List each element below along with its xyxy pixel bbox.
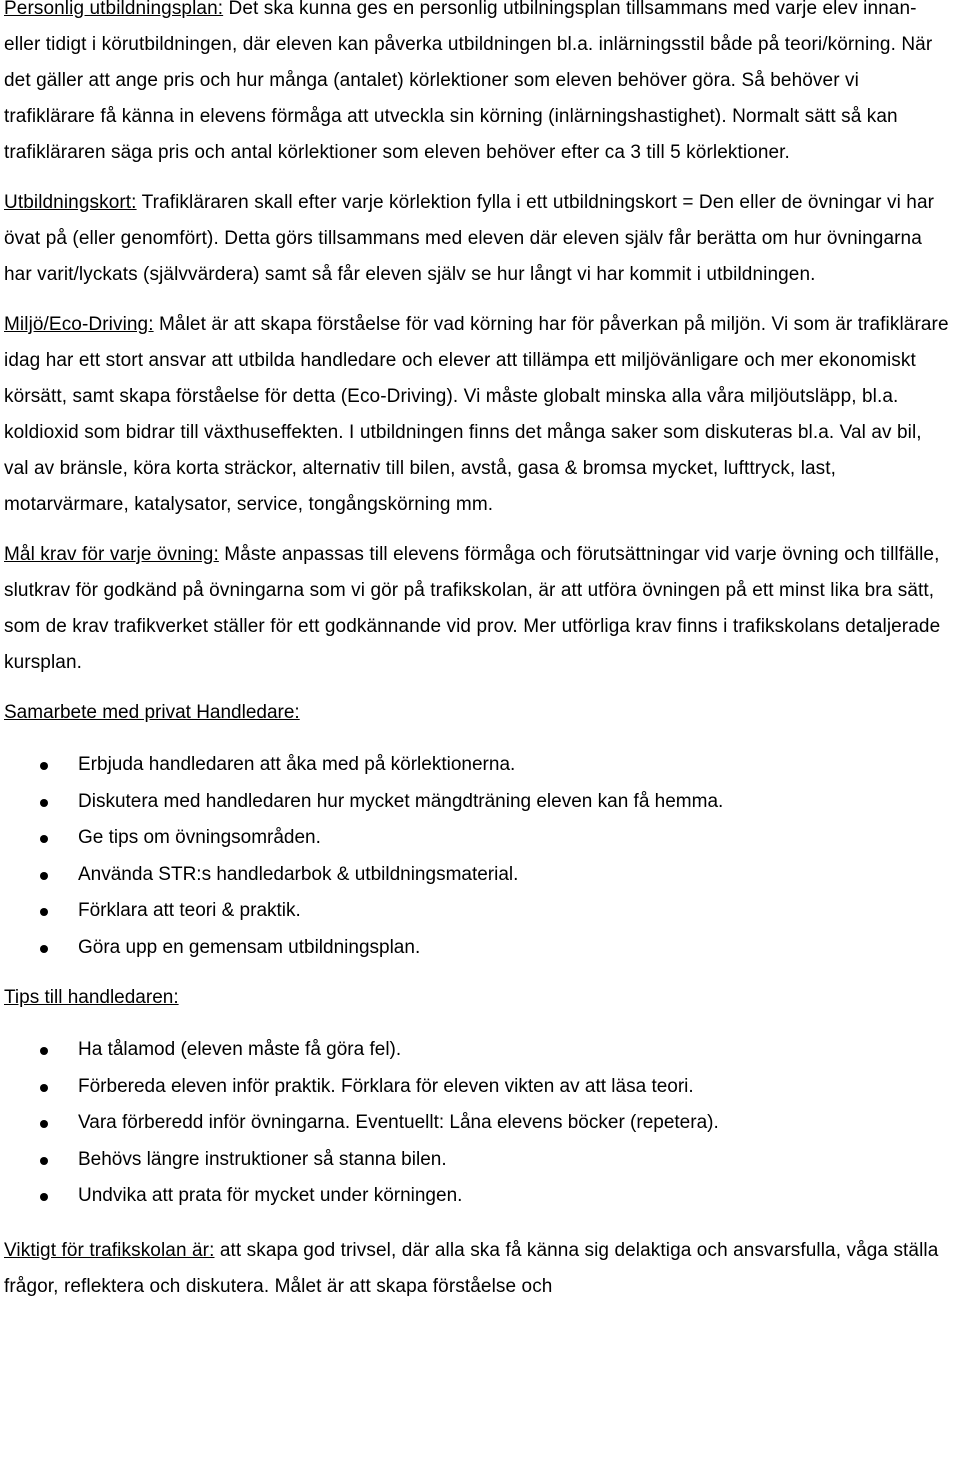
bullet-icon (40, 1084, 48, 1092)
list-item (4, 893, 950, 930)
bullet-icon (40, 799, 48, 807)
text-malkrav: Måste anpassas till elevens förmåga och förutsättningar vid varje övning och tillfälle, slutkrav för godkänd på övningarna som vi gör på trafikskolan, är att utföra övningen på ett minst lika bra sätt, som de krav trafikverket ställer för ett godkännande vid prov. Mer utförliga krav finns i trafikskolans detaljerade kursplan. (4, 544, 941, 673)
bullet-icon (40, 1047, 48, 1055)
bullet-icon (40, 1120, 48, 1128)
bullet-icon (40, 835, 48, 843)
list-item (4, 1142, 950, 1179)
paragraph-utbildningsplan (4, 0, 950, 171)
paragraph-utbildningskort (4, 185, 950, 293)
list-item (4, 784, 950, 821)
text-utbildningskort: Trafikläraren skall efter varje körlektion fylla i ett utbildningskort = Den eller de övningar vi har övat på (eller genomfört). Detta görs tillsammans med eleven där eleven själv får berätta om hur övningarna har varit/lyckats (självvärdera) samt så får eleven själv se hur långt vi har kommit i utbildningen. (4, 192, 935, 285)
heading-utbildningsplan: Personlig utbildningsplan: (4, 0, 224, 19)
list-item-text: Behövs längre instruktioner så stanna bilen. (78, 1148, 447, 1170)
heading-tips: Tips till handledaren: (4, 987, 179, 1008)
bullet-icon (40, 762, 48, 770)
heading-miljo: Miljö/Eco-Driving: (4, 314, 154, 335)
heading-samarbete: Samarbete med privat Handledare: (4, 702, 300, 723)
list-item-text: Göra upp en gemensam utbildningsplan. (78, 936, 421, 958)
paragraph-malkrav (4, 537, 950, 681)
list-item-text: Diskutera med handledaren hur mycket mängdträning eleven kan få hemma. (78, 790, 724, 812)
list-item-text: Erbjuda handledaren att åka med på körlektionerna. (78, 754, 516, 775)
list-samarbete (4, 747, 950, 966)
list-tips (4, 1032, 950, 1215)
list-item (4, 747, 950, 784)
bullet-icon (40, 1193, 48, 1201)
heading-malkrav: Mål krav för varje övning: (4, 544, 219, 565)
bullet-icon (40, 872, 48, 880)
bullet-icon (40, 945, 48, 953)
bullet-icon (40, 1157, 48, 1165)
list-item-text: Förbereda eleven inför praktik. Förklara för eleven vikten av att läsa teori. (78, 1075, 694, 1097)
list-item-text: Undvika att prata för mycket under körningen. (78, 1185, 463, 1206)
text-utbildningsplan: Det ska kunna ges en personlig utbilningsplan tillsammans med varje elev innan- eller tidigt i körutbildningen, där eleven kan påverka utbildningen bl.a. inlärningsstil både på teori/körning. När det gäller att ange pris och hur många (antalet) körlektioner som eleven behöver göra. Så behöver vi trafiklärare få känna in elevens förmåga att utveckla sin körning (inlärningshastighet). Normalt sätt så kan trafikläraren säga pris och antal körlektioner som eleven behöver efter ca 3 till 5 körlektioner. (4, 0, 933, 163)
heading-viktigt: Viktigt för trafikskolan är: (4, 1239, 215, 1261)
bullet-icon (40, 908, 48, 916)
text-miljo: Målet är att skapa förståelse för vad körning har för påverkan på miljön. Vi som är trafiklärare idag har ett stort ansvar att utbilda handledare och elever att tillämpa ett miljövänligare och mer ekonomiskt körsätt, samt skapa förståelse för detta (Eco-Driving). Vi måste globalt minska alla våra miljöutsläpp, bl.a. koldioxid som bidrar till växthuseffekten. I utbildningen finns det många saker som diskuteras bl.a. Val av bil, val av bränsle, köra korta sträckor, alternativ till bilen, avstå, gasa & bromsa mycket, lufttryck, last, motarvärmare, katalysator, service, tongångskörning mm. (4, 314, 949, 515)
list-item (4, 1032, 950, 1069)
heading-utbildningskort: Utbildningskort: (4, 192, 137, 213)
list-item-text: Ha tålamod (eleven måste få göra fel). (78, 1039, 402, 1060)
list-item (4, 1178, 950, 1215)
paragraph-viktigt (4, 1233, 950, 1305)
list-item (4, 857, 950, 894)
list-item (4, 1105, 950, 1142)
list-item-text: Använda STR:s handledarbok & utbildningsmaterial. (78, 863, 519, 885)
list-item (4, 820, 950, 857)
list-item-text: Förklara att teori & praktik. (78, 900, 301, 921)
paragraph-miljo (4, 307, 950, 523)
list-item-text: Ge tips om övningsområden. (78, 827, 321, 848)
list-item (4, 1069, 950, 1106)
list-item-text: Vara förberedd inför övningarna. Eventuellt: Låna elevens böcker (repetera). (78, 1112, 719, 1133)
list-item (4, 930, 950, 967)
text-viktigt: att skapa god trivsel, där alla ska få känna sig delaktiga och ansvarsfulla, våga ställa frågor, reflektera och diskutera. Målet är att skapa förståelse och (4, 1239, 939, 1297)
